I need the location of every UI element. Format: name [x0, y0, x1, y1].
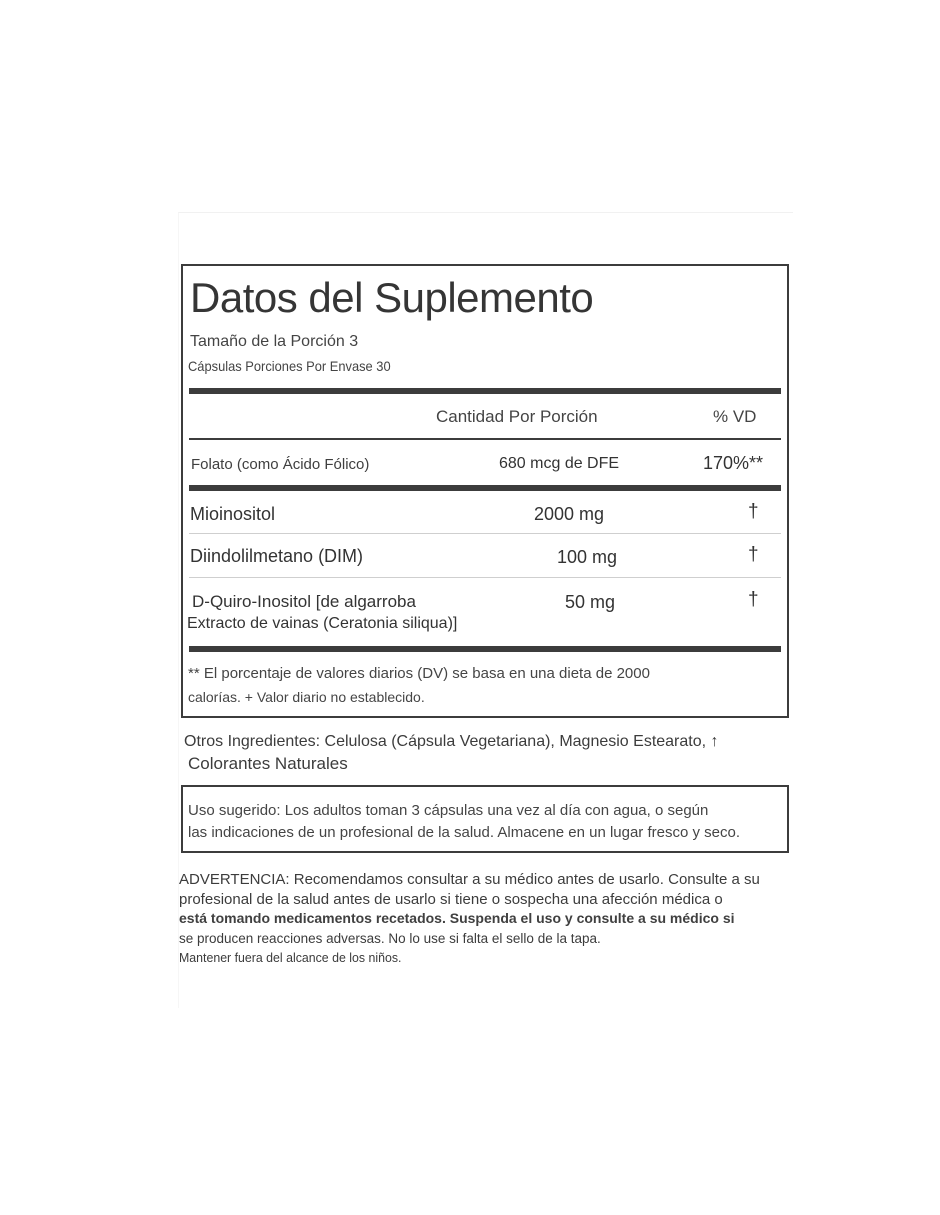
other-ingredients [184, 731, 774, 775]
warning-line: se producen reacciones adversas. No lo use si falta el sello de la tapa. [179, 930, 601, 946]
divider-thick [189, 646, 781, 652]
facts-title: Datos del Suplemento [190, 274, 594, 321]
warning-text [179, 870, 797, 968]
folate-amount: 680 mcg de DFE [499, 455, 620, 472]
divider-thin [189, 577, 781, 578]
suggested-use-line: las indicaciones de un profesional de la salud. Almacene en un lugar fresco y seco. [188, 824, 741, 841]
divider-thick [189, 388, 781, 394]
ingredient-amount: 2000 mg [534, 504, 605, 524]
warning-line: está tomando medicamentos recetados. Suspenda el uso y consulte a su médico si [179, 910, 735, 926]
divider-thin [189, 533, 781, 534]
divider-medium [189, 438, 781, 440]
header-daily-value: % VD [713, 407, 757, 426]
warning-line: Mantener fuera del alcance de los niños. [179, 950, 402, 965]
ingredient-name-line2: Extracto de vainas (Ceratonia siliqua)] [187, 615, 458, 632]
divider-thick [189, 485, 781, 491]
dagger-mark: † [748, 501, 759, 522]
servings-per-container: Cápsulas Porciones Por Envase 30 [188, 358, 391, 374]
supplement-facts-box [181, 264, 789, 718]
footnote-line: ** El porcentaje de valores diarios (DV) se basa en una dieta de 2000 [188, 665, 650, 682]
serving-size: Tamaño de la Porción 3 [190, 333, 359, 350]
other-ingredients-line: Otros Ingredientes: Celulosa (Cápsula Vegetariana), Magnesio Estearato, ↑ [184, 733, 719, 750]
warning-line: profesional de la salud antes de usarlo si tiene o sospecha una afección médica o [179, 890, 723, 908]
header-amount-per-serving: Cantidad Por Porción [436, 407, 598, 426]
suggested-use-box [181, 785, 789, 853]
folate-name: Folato (como Ácido Fólico) [191, 456, 370, 473]
folate-dv: 170%** [703, 453, 764, 473]
ingredient-name: Diindolilmetano (DIM) [190, 546, 364, 566]
other-ingredients-line: Colorantes Naturales [188, 754, 348, 773]
ingredient-name: D-Quiro-Inositol [de algarroba [192, 592, 416, 611]
footnote-line: calorías. + Valor diario no establecido. [188, 689, 425, 705]
dagger-mark: † [748, 589, 759, 610]
suggested-use-line: Uso sugerido: Los adultos toman 3 cápsulas una vez al día con agua, o según [188, 802, 709, 819]
ingredient-name: Mioinositol [190, 504, 276, 524]
suggested-use-text [188, 800, 786, 844]
dagger-mark: † [748, 544, 759, 565]
ingredient-amount: 50 mg [565, 592, 616, 612]
ingredient-amount: 100 mg [557, 547, 618, 567]
warning-line: ADVERTENCIA: Recomendamos consultar a su médico antes de usarlo. Consulte a su [179, 871, 760, 888]
